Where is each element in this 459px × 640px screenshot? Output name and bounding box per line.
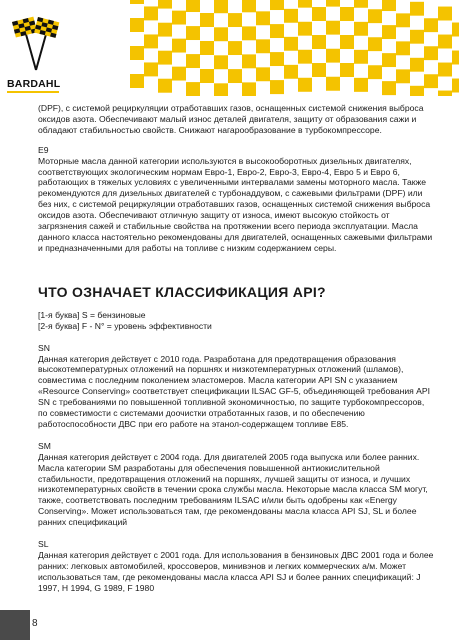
checker-cell xyxy=(298,8,312,22)
checker-cell xyxy=(130,18,144,32)
checker-cell xyxy=(396,69,410,83)
checker-cell xyxy=(158,37,172,51)
checker-cell xyxy=(228,83,242,96)
checker-cell xyxy=(424,60,438,74)
checker-cell xyxy=(396,41,410,55)
page-footer xyxy=(0,610,459,640)
checkered-flag-banner xyxy=(130,0,459,96)
checker-cell xyxy=(284,51,298,65)
checker-cell xyxy=(172,81,186,95)
checker-cell xyxy=(382,25,396,39)
checker-cell xyxy=(340,63,354,77)
checker-cell xyxy=(270,80,284,94)
checker-cell xyxy=(452,9,459,23)
checker-cell xyxy=(130,0,144,4)
checker-cell xyxy=(228,13,242,27)
checker-cell xyxy=(200,69,214,83)
e9-text: Моторные масла данной категории используются в высокооборотных дизельных двигателях, соответствующих экологическим нормам Евро-1, Евро-2, Евро-3, Евро-4, Евро 5 и Евро 6, работающих в тяжелых условиях с увеличенными интервалами замены моторного масла. Также рекомендуются для дизельных двигателей с турбонаддувом, с сажевыми фильтрами (DPF) или без них, с системой рециркуляции отработавших газов, оснащенных системой снижения выброса оксидов азота. Обеспечивают отличную защиту от износа, имеют высокую стойкость от загрязнения сажей и стабильные свойства на протяжении всего периода эксплуатации. Масла данного класса настоятельно рекомендованы для двигателей, оснащенных сажевыми фильтрами и предназначенными для работы на топливе с низким содержанием серы. xyxy=(38,155,433,253)
checker-cell xyxy=(340,35,354,49)
checker-cell xyxy=(312,0,326,7)
checker-cell xyxy=(368,65,382,79)
checker-cell xyxy=(368,0,382,9)
checker-cell xyxy=(242,82,256,96)
checker-cell xyxy=(270,66,284,80)
checker-cell xyxy=(172,11,186,25)
checker-cell xyxy=(438,49,452,63)
checker-cell xyxy=(298,78,312,92)
checker-cell xyxy=(158,23,172,37)
checker-cell xyxy=(354,22,368,36)
checker-cell xyxy=(270,24,284,38)
checker-cell xyxy=(144,20,158,34)
checker-cell xyxy=(326,35,340,49)
sl-title: SL xyxy=(38,539,49,550)
checker-cell xyxy=(354,0,368,8)
checker-cell xyxy=(368,23,382,37)
checker-cell xyxy=(438,91,452,96)
checker-cell xyxy=(424,74,438,88)
checker-cell xyxy=(312,63,326,77)
checker-cell xyxy=(312,77,326,91)
checker-cell xyxy=(130,46,144,60)
checker-cell xyxy=(326,7,340,21)
checker-cell xyxy=(312,49,326,63)
checker-cell xyxy=(172,0,186,11)
checker-cell xyxy=(200,13,214,27)
legend-first-letter: [1-я буква] S = бензиновые xyxy=(38,309,146,320)
checker-cell xyxy=(298,36,312,50)
brand-underline xyxy=(7,91,59,93)
checker-cell xyxy=(452,65,459,79)
checker-cell xyxy=(424,46,438,60)
intro-paragraph: (DPF), с системой рециркуляции отработавших газов, оснащенных системой снижения выброса оксидов азота. Обеспечивают малый износ деталей двигателя, защиту от образования сажи и обладают стабильностью свойств. Снижают нагарообразование в турбокомпрессоре. xyxy=(38,103,424,135)
checker-cell xyxy=(452,93,459,96)
checker-cell xyxy=(368,37,382,51)
checker-cell xyxy=(144,0,158,6)
checker-cell xyxy=(354,8,368,22)
checker-cell xyxy=(368,79,382,93)
checker-cell xyxy=(200,0,214,13)
checker-cell xyxy=(228,0,242,13)
checker-cell xyxy=(214,83,228,96)
checker-cell xyxy=(452,37,459,51)
checker-cell xyxy=(200,41,214,55)
checker-cell xyxy=(382,0,396,11)
checker-cell xyxy=(438,21,452,35)
checker-cell xyxy=(382,81,396,95)
checker-cell xyxy=(396,13,410,27)
checker-cell xyxy=(340,77,354,91)
checker-cell xyxy=(326,49,340,63)
checker-cell xyxy=(228,69,242,83)
checker-cell xyxy=(284,9,298,23)
checker-cell xyxy=(186,82,200,96)
checker-cell xyxy=(144,48,158,62)
checker-cell xyxy=(130,32,144,46)
checker-cell xyxy=(214,69,228,83)
checker-cell xyxy=(340,0,354,7)
checker-cell xyxy=(284,79,298,93)
checker-cell xyxy=(326,63,340,77)
checker-cell xyxy=(214,13,228,27)
checker-cell xyxy=(452,23,459,37)
checker-cell xyxy=(396,0,410,13)
checker-cell xyxy=(144,34,158,48)
checker-cell xyxy=(270,0,284,10)
checker-cell xyxy=(228,41,242,55)
checker-cell xyxy=(158,0,172,9)
checker-cell xyxy=(144,62,158,76)
checker-cell xyxy=(200,27,214,41)
checker-cell xyxy=(312,7,326,21)
checker-cell xyxy=(242,0,256,12)
checker-cell xyxy=(214,0,228,13)
checker-cell xyxy=(298,64,312,78)
checker-cell xyxy=(424,88,438,96)
checker-cell xyxy=(186,68,200,82)
checker-cell xyxy=(438,7,452,21)
checker-cell xyxy=(228,55,242,69)
checker-cell xyxy=(354,50,368,64)
checker-cell xyxy=(130,74,144,88)
page-number-block xyxy=(0,610,30,640)
checker-cell xyxy=(312,35,326,49)
checker-cell xyxy=(242,68,256,82)
checker-cell xyxy=(158,9,172,23)
checker-cell xyxy=(438,77,452,91)
checker-cell xyxy=(354,36,368,50)
checker-cell xyxy=(158,65,172,79)
checker-cell xyxy=(200,55,214,69)
checker-cell xyxy=(242,54,256,68)
checker-cell xyxy=(186,0,200,12)
checker-cell xyxy=(214,41,228,55)
checker-cell xyxy=(130,60,144,74)
page-number: 8 xyxy=(32,618,38,629)
checker-cell xyxy=(298,0,312,8)
checker-cell xyxy=(298,22,312,36)
checker-cell xyxy=(284,0,298,9)
checker-cell xyxy=(424,18,438,32)
checker-cell xyxy=(298,50,312,64)
checker-cell xyxy=(452,51,459,65)
checker-cell xyxy=(340,49,354,63)
checker-cell xyxy=(270,52,284,66)
checker-cell xyxy=(438,35,452,49)
checker-cell xyxy=(424,4,438,18)
checker-cell xyxy=(186,12,200,26)
checker-cell xyxy=(256,67,270,81)
sm-text: Данная категория действует с 2004 года. Для двигателей 2005 года выпуска или более ранних. Масла категории SM разработаны для обеспечения повышенной антиокислительной стабильности, предотвращения отложений на поршнях, лучшей защиты от износа, и лучших низкотемпературных свойств в течении срока службы масла. Некоторые масла класса SM могут, также, соответствовать последним требованиям ILSAC и/или быть одобрены как «Energy Conserving». Может использоваться там, где рекомендованы масла класса API SJ, SL и более ранних спецификаций xyxy=(38,451,428,528)
checker-cell xyxy=(214,27,228,41)
checker-cell xyxy=(396,55,410,69)
checker-cell xyxy=(396,27,410,41)
checker-cell xyxy=(256,81,270,95)
checker-cell xyxy=(256,0,270,11)
sm-title: SM xyxy=(38,440,51,451)
checker-cell xyxy=(270,38,284,52)
checker-cell xyxy=(186,40,200,54)
checker-cell xyxy=(172,53,186,67)
checker-cell xyxy=(410,30,424,44)
bardahl-logo-icon xyxy=(8,14,64,72)
checker-cell xyxy=(186,26,200,40)
checker-cell xyxy=(242,40,256,54)
checker-cell xyxy=(130,4,144,18)
sn-title: SN xyxy=(38,342,50,353)
checker-cell xyxy=(284,65,298,79)
sn-text: Данная категория действует с 2010 года. Разработана для предотвращения образования высокотемпературных отложений на поршнях и низкотемпературных отложений (шламов), совместима с последним поколением эластомеров. Масла категории API SN с указанием «Resource Conserving» соответствует спецификации ILSAC GF-5, объединяющей требования API SN с требованиями по повышенной топливной экономичностью, по защите турбокомпрессоров, по совместимости с системами доочистки отработанных газов, и по обеспечению работоспособности ДВС при его работе на этанол-содержащем топливе E85. xyxy=(38,353,431,429)
sl-text: Данная категория действует с 2001 года. Для использования в бензиновых ДВС 2001 года и более ранних: легковых автомобилей, кроссоверов, минивэнов и легких коммерческих а/м. Может использоваться там, где рекомендованы масла класса API SJ и более ранних спецификаций: J 1997, H 1994, G 1989, F 1980 xyxy=(38,550,434,593)
checker-cell xyxy=(312,21,326,35)
checker-cell xyxy=(382,39,396,53)
checker-cell xyxy=(368,9,382,23)
checker-cell xyxy=(256,25,270,39)
page-header xyxy=(0,0,459,96)
checker-cell xyxy=(410,86,424,96)
checker-cell xyxy=(410,2,424,16)
checker-cell xyxy=(368,51,382,65)
checker-cell xyxy=(256,53,270,67)
checker-cell xyxy=(396,83,410,96)
e9-title: E9 xyxy=(38,144,49,155)
checker-cell xyxy=(270,10,284,24)
checker-cell xyxy=(354,78,368,92)
checker-cell xyxy=(186,54,200,68)
checker-cell xyxy=(242,26,256,40)
checker-cell xyxy=(158,79,172,93)
checker-cell xyxy=(284,37,298,51)
checker-cell xyxy=(172,67,186,81)
checker-cell xyxy=(340,7,354,21)
checker-cell xyxy=(326,0,340,7)
checker-cell xyxy=(228,27,242,41)
checker-cell xyxy=(382,53,396,67)
checker-cell xyxy=(410,58,424,72)
checker-cell xyxy=(284,23,298,37)
checker-cell xyxy=(410,16,424,30)
checker-cell xyxy=(424,32,438,46)
checker-cell xyxy=(410,44,424,58)
checker-cell xyxy=(340,21,354,35)
checker-cell xyxy=(354,64,368,78)
checker-cell xyxy=(382,67,396,81)
checker-cell xyxy=(256,39,270,53)
checker-cell xyxy=(256,11,270,25)
checker-cell xyxy=(158,51,172,65)
checker-cell xyxy=(172,25,186,39)
legend-second-letter: [2-я буква] F - N° = уровень эффективности xyxy=(38,320,212,331)
checker-cell xyxy=(242,12,256,26)
checker-cell xyxy=(326,77,340,91)
brand-name: BARDAHL xyxy=(7,78,61,90)
api-heading: ЧТО ОЗНАЧАЕТ КЛАССИФИКАЦИЯ API? xyxy=(38,283,326,300)
checker-cell xyxy=(200,83,214,96)
checker-cell xyxy=(144,76,158,90)
checker-cell xyxy=(382,11,396,25)
checker-cell xyxy=(172,39,186,53)
checker-cell xyxy=(214,55,228,69)
checker-cell xyxy=(438,63,452,77)
checker-cell xyxy=(144,6,158,20)
checker-cell xyxy=(326,21,340,35)
page-content xyxy=(38,103,436,594)
checker-cell xyxy=(452,79,459,93)
checker-cell xyxy=(410,72,424,86)
